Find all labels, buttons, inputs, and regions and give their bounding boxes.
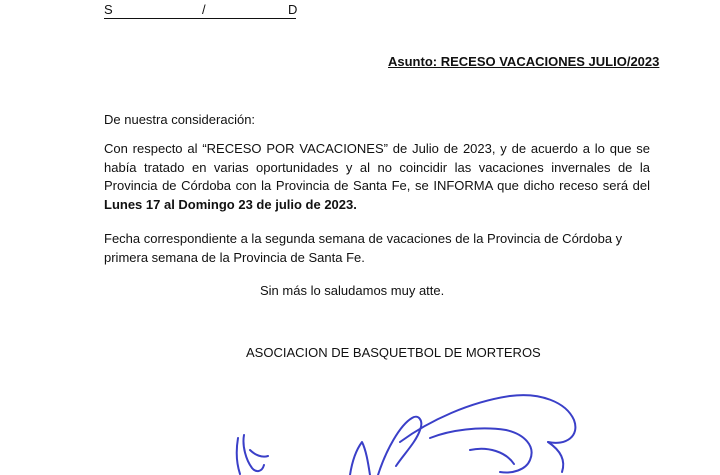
- paragraph-fecha: Fecha correspondiente a la segunda semana de vacaciones de la Provincia de Córdoba y primera semana de la Provincia de Santa Fe.: [104, 231, 623, 265]
- sd-left-letter: S: [104, 2, 113, 17]
- subject-line: Asunto: RECESO VACACIONES JULIO/2023: [388, 54, 660, 69]
- closing-line: Sin más lo saludamos muy atte.: [260, 283, 445, 298]
- handwritten-signature: [0, 380, 720, 475]
- sd-right-letter: D: [288, 2, 298, 17]
- paragraph-receso: [104, 140, 650, 214]
- sd-reference-line: [104, 2, 296, 19]
- paragraph-receso-text: Con respecto al “RECESO POR VACACIONES” de Julio de 2023, y de acuerdo a lo que se había tratado en varias oportunidades y al no coincidir las vacaciones invernales de la Provincia de Córdoba con la Provincia de Santa Fe, se INFORMA que dicho receso será del: [104, 141, 650, 193]
- sd-slash: /: [202, 2, 206, 17]
- organization-name: ASOCIACION DE BASQUETBOL DE MORTEROS: [246, 345, 541, 360]
- receso-dates: Lunes 17 al Domingo 23 de julio de 2023.: [104, 196, 357, 212]
- greeting: De nuestra consideración:: [104, 112, 256, 127]
